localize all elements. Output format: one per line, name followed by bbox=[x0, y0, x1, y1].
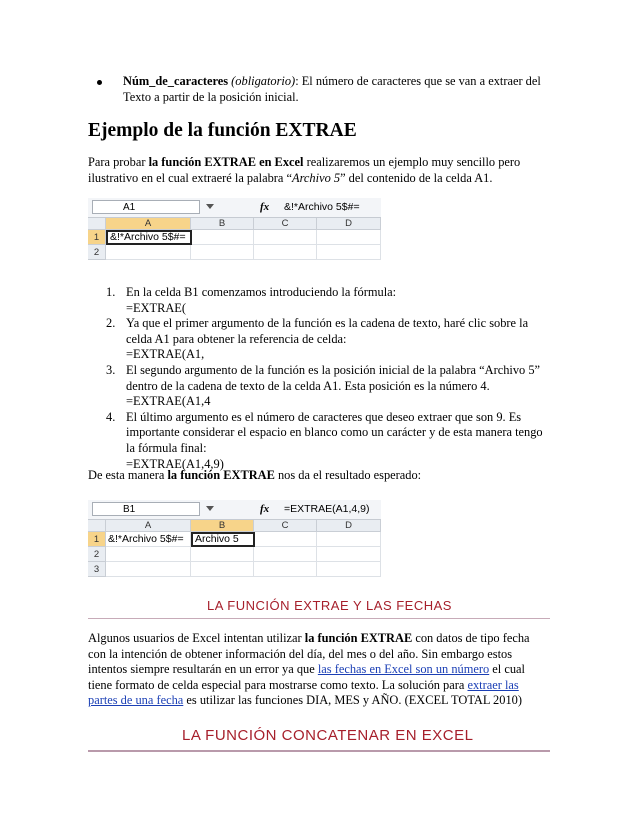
link-extraer-partes-fecha[interactable]: extraer las bbox=[467, 677, 519, 692]
cell-c1[interactable] bbox=[254, 230, 317, 245]
cell-b2[interactable] bbox=[191, 245, 254, 260]
column-header-b[interactable]: B bbox=[191, 520, 254, 532]
cell-c1[interactable] bbox=[255, 532, 317, 547]
column-header-a[interactable]: A bbox=[106, 218, 191, 230]
step-line: En la celda B1 comenzamos introduciendo la fórmula: bbox=[126, 285, 397, 299]
cell-b3[interactable] bbox=[191, 562, 254, 577]
cell-c3[interactable] bbox=[254, 562, 317, 577]
formula-text[interactable]: =EXTRAE(A1,4,9) bbox=[284, 503, 370, 515]
spreadsheet-screenshot-2 bbox=[88, 500, 381, 581]
steps-list bbox=[88, 285, 558, 472]
result-paragraph bbox=[88, 468, 558, 484]
cell-a1[interactable]: &!*Archivo 5$#= bbox=[106, 230, 192, 245]
section-title: Ejemplo de la función EXTRAE bbox=[88, 120, 357, 141]
column-header-a[interactable]: A bbox=[106, 520, 191, 532]
cell-b1[interactable]: Archivo 5 bbox=[191, 532, 255, 547]
chevron-down-icon[interactable] bbox=[206, 204, 214, 209]
bullet-line1-rest: : El número de caracteres que se van a extraer del bbox=[295, 74, 541, 88]
heading-concatenar: LA FUNCIÓN CONCATENAR EN EXCEL bbox=[182, 727, 474, 744]
formula-text[interactable]: &!*Archivo 5$#= bbox=[284, 201, 360, 213]
list-item bbox=[88, 410, 558, 472]
row-header-3[interactable]: 3 bbox=[88, 562, 106, 577]
fechas-text: tiene formato de celda especial para mostrarse como texto. La solución para bbox=[88, 677, 468, 692]
bullet-paragraph bbox=[123, 74, 563, 105]
column-header-c[interactable]: C bbox=[254, 520, 317, 532]
column-header-d[interactable]: D bbox=[317, 520, 381, 532]
fechas-bold: la función EXTRAE bbox=[304, 631, 413, 645]
step-line: Ya que el primer argumento de la función es la cadena de texto, haré clic sobre la bbox=[126, 316, 529, 331]
select-all-corner[interactable] bbox=[88, 218, 106, 230]
step-formula: =EXTRAE( bbox=[126, 300, 186, 315]
cell-a3[interactable] bbox=[106, 562, 191, 577]
step-line: la fórmula final: bbox=[126, 440, 207, 455]
row-header-1[interactable]: 1 bbox=[88, 230, 106, 245]
cell-a1[interactable]: &!*Archivo 5$#= bbox=[106, 532, 191, 547]
intro-paragraph bbox=[88, 155, 558, 186]
term-num-de-caracteres: Núm_de_caracteres bbox=[123, 74, 229, 88]
heading-extrae-fechas: LA FUNCIÓN EXTRAE Y LAS FECHAS bbox=[207, 598, 452, 613]
cell-d3[interactable] bbox=[317, 562, 381, 577]
cell-d1[interactable] bbox=[317, 230, 381, 245]
step-line: importante considerar el espacio en blanco como un carácter y de esta manera tengo bbox=[126, 425, 543, 440]
intro-line2-post: ” del contenido de la celda A1. bbox=[340, 170, 493, 185]
step-number: 1. bbox=[106, 285, 116, 299]
list-item bbox=[88, 316, 558, 363]
result-text: De esta manera bbox=[88, 468, 168, 482]
fx-icon[interactable]: fx bbox=[260, 201, 270, 213]
cell-c2[interactable] bbox=[254, 547, 317, 562]
step-number: 4. bbox=[106, 409, 116, 424]
result-text-post: nos da el resultado esperado: bbox=[274, 468, 422, 482]
fx-icon[interactable]: fx bbox=[260, 503, 270, 515]
spreadsheet-screenshot-1 bbox=[88, 198, 381, 264]
cell-a2[interactable] bbox=[106, 547, 191, 562]
cell-d2[interactable] bbox=[317, 547, 381, 562]
fechas-paragraph bbox=[88, 631, 563, 709]
step-formula: =EXTRAE(A1, bbox=[126, 347, 205, 362]
intro-text-post: realizaremos un ejemplo muy sencillo pero bbox=[303, 155, 521, 169]
formula-bar bbox=[88, 198, 381, 218]
intro-bold: la función EXTRAE en Excel bbox=[148, 155, 304, 169]
cell-b1[interactable] bbox=[192, 230, 254, 245]
select-all-corner[interactable] bbox=[88, 520, 106, 532]
name-box[interactable]: B1 bbox=[92, 502, 200, 516]
cell-b2[interactable] bbox=[191, 547, 254, 562]
fechas-text: con la intención de obtener información del día, del mes o del año. Sin embargo estos bbox=[88, 646, 513, 661]
fechas-text: el cual bbox=[489, 662, 525, 677]
fechas-text: con datos de tipo fecha bbox=[412, 631, 530, 645]
link-fechas-son-numero[interactable]: las fechas en Excel son un número bbox=[317, 662, 490, 677]
fechas-text: Algunos usuarios de Excel intentan utilizar bbox=[88, 631, 305, 645]
list-item bbox=[88, 285, 558, 316]
step-formula: =EXTRAE(A1,4 bbox=[126, 394, 211, 409]
result-bold: la función EXTRAE bbox=[167, 468, 275, 482]
link-extraer-partes-fecha-cont[interactable]: partes de una fecha bbox=[88, 693, 184, 708]
chevron-down-icon[interactable] bbox=[206, 506, 214, 511]
step-number: 2. bbox=[106, 316, 116, 331]
column-header-c[interactable]: C bbox=[254, 218, 317, 230]
cell-d2[interactable] bbox=[317, 245, 381, 260]
step-formula: =EXTRAE(A1,4,9) bbox=[126, 456, 224, 471]
row-header-2[interactable]: 2 bbox=[88, 245, 106, 260]
cell-d1[interactable] bbox=[317, 532, 381, 547]
row-header-2[interactable]: 2 bbox=[88, 547, 106, 562]
cell-a2[interactable] bbox=[106, 245, 191, 260]
intro-text: Para probar bbox=[88, 155, 149, 169]
column-header-d[interactable]: D bbox=[317, 218, 381, 230]
list-item bbox=[88, 363, 558, 410]
heading-rule bbox=[88, 750, 550, 752]
fechas-text: es utilizar las funciones DIA, MES y AÑO. (EXCEL TOTAL 2010) bbox=[183, 693, 522, 708]
intro-italic: Archivo 5 bbox=[292, 170, 341, 185]
step-number: 3. bbox=[106, 362, 116, 377]
qualifier-obligatorio: (obligatorio) bbox=[231, 74, 296, 88]
intro-line2: ilustrativo en el cual extraeré la palabra “ bbox=[88, 170, 292, 185]
row-header-1[interactable]: 1 bbox=[88, 532, 106, 547]
column-header-b[interactable]: B bbox=[191, 218, 254, 230]
step-line: dentro de la cadena de texto de la celda A1. Esta posición es la número 4. bbox=[126, 378, 490, 393]
name-box[interactable]: A1 bbox=[92, 200, 200, 214]
bullet-line2: Texto a partir de la posición inicial. bbox=[123, 89, 299, 104]
step-line: celda A1 para obtener la referencia de celda: bbox=[126, 331, 347, 346]
fechas-text: intentos siempre resultarán en un error ya que bbox=[88, 662, 318, 677]
step-line: El último argumento es el número de caracteres que deseo extraer que son 9. Es bbox=[126, 409, 522, 424]
formula-bar bbox=[88, 500, 381, 520]
cell-c2[interactable] bbox=[254, 245, 317, 260]
bullet-dot bbox=[97, 80, 102, 85]
heading-rule bbox=[88, 618, 550, 619]
step-line: El segundo argumento de la función es la posición inicial de la palabra “Archivo 5” bbox=[126, 362, 541, 377]
